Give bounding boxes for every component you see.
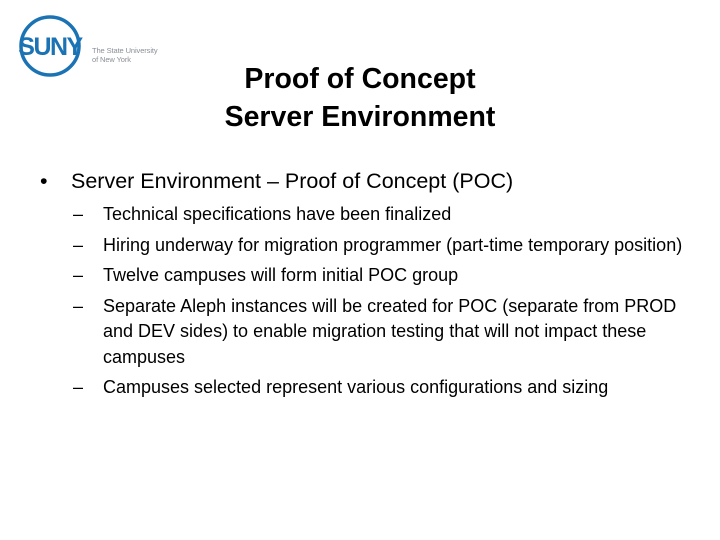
- slide-title: [0, 60, 720, 136]
- slide-title-line2: Server Environment: [224, 101, 496, 133]
- sub-bullet-text: Separate Aleph instances will be created for POC (separate from PROD and DEV sides) to enable migration testing that will not impact these campuses: [103, 295, 677, 367]
- sub-bullet-item: [40, 263, 690, 289]
- sub-bullet-marker: –: [73, 204, 84, 224]
- sub-bullet-marker: –: [73, 377, 84, 397]
- sub-bullet-marker: –: [73, 265, 84, 285]
- sub-bullet-text: Twelve campuses will form initial POC group: [103, 265, 459, 285]
- bullet-list: [40, 166, 690, 406]
- logo-tagline-line1: The State University: [92, 46, 158, 55]
- sub-bullet-item: [40, 202, 690, 228]
- sub-bullet-item: [40, 233, 690, 259]
- sub-bullet-text: Technical specifications have been finalized: [103, 204, 452, 224]
- sub-bullet-list: [40, 202, 690, 401]
- bullet-text: Server Environment – Proof of Concept (POC): [71, 169, 514, 193]
- bullet-item: [40, 166, 690, 196]
- bullet-marker: •: [40, 169, 48, 193]
- sub-bullet-marker: –: [73, 234, 84, 255]
- logo-tagline-line2: of New York: [92, 55, 131, 64]
- sub-bullet-marker: –: [73, 295, 84, 316]
- sub-bullet-item: [40, 294, 690, 371]
- sub-bullet-text: Campuses selected represent various configurations and sizing: [103, 377, 609, 397]
- slide-title-line1: Proof of Concept: [244, 63, 476, 95]
- sub-bullet-item: [40, 375, 690, 401]
- logo-wordmark: SUNY: [18, 33, 82, 61]
- sub-bullet-text: Hiring underway for migration programmer (part-time temporary position): [103, 234, 683, 255]
